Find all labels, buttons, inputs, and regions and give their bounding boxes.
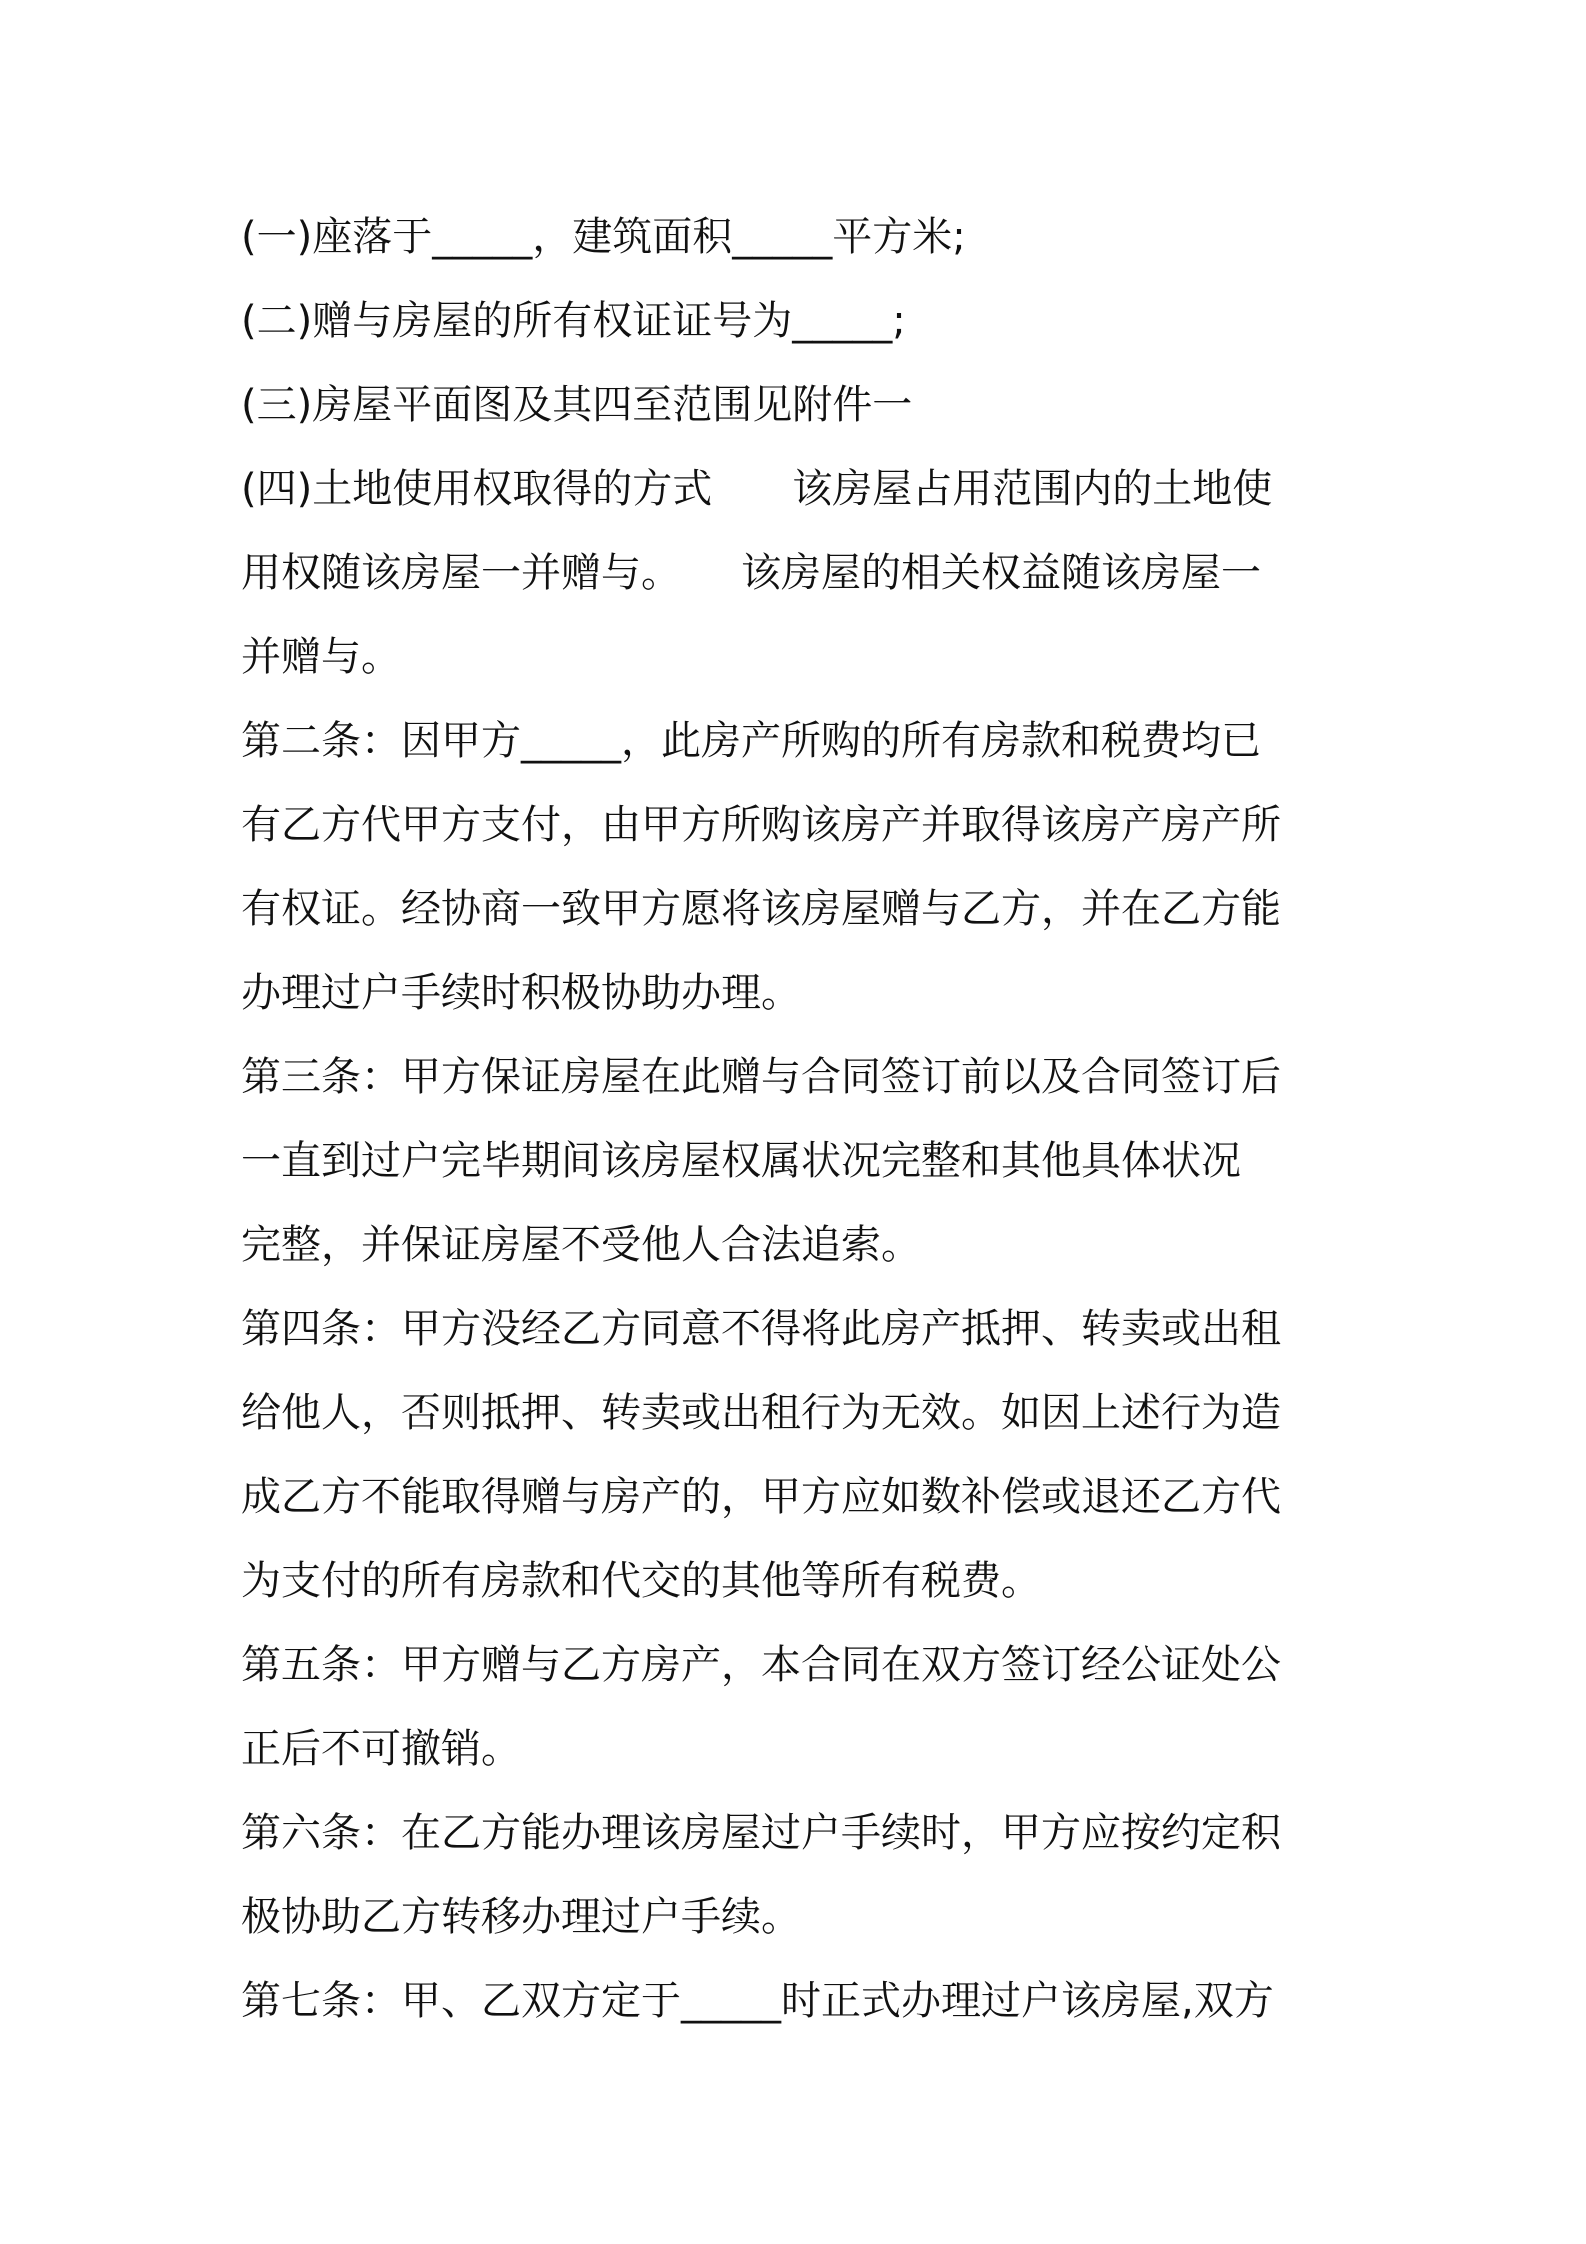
text-line: 完整，并保证房屋不受他人合法追索。 — [241, 1222, 921, 1268]
text-line: 第二条：因甲方_____，此房产所购的所有房款和税费均已 — [241, 718, 1261, 764]
text-line: 第三条：甲方保证房屋在此赠与合同签订前以及合同签订后 — [241, 1054, 1281, 1100]
text-line: 第七条：甲、乙双方定于_____时正式办理过户该房屋,双方 — [241, 1978, 1274, 2024]
text-line: 第四条：甲方没经乙方同意不得将此房产抵押、转卖或出租 — [241, 1306, 1281, 1352]
text-line: (三)房屋平面图及其四至范围见附件一 — [241, 382, 913, 428]
text-line: 第五条：甲方赠与乙方房产，本合同在双方签订经公证处公 — [241, 1642, 1281, 1688]
text-line: 极协助乙方转移办理过户手续。 — [241, 1894, 801, 1940]
text-line: 为支付的所有房款和代交的其他等所有税费。 — [241, 1558, 1041, 1604]
text-line: 成乙方不能取得赠与房产的，甲方应如数补偿或退还乙方代 — [241, 1474, 1281, 1520]
text-line: 一直到过户完毕期间该房屋权属状况完整和其他具体状况 — [241, 1138, 1241, 1184]
text-line: 第六条：在乙方能办理该房屋过户手续时，甲方应按约定积 — [241, 1810, 1281, 1856]
text-line: 正后不可撤销。 — [241, 1726, 521, 1772]
text-line: 有权证。经协商一致甲方愿将该房屋赠与乙方，并在乙方能 — [241, 886, 1281, 932]
text-line: 有乙方代甲方支付，由甲方所购该房产并取得该房产房产所 — [241, 802, 1281, 848]
text-line: 用权随该房屋一并赠与。 该房屋的相关权益随该房屋一 — [241, 550, 1261, 596]
text-line: (四)土地使用权取得的方式 该房屋占用范围内的土地使 — [241, 466, 1273, 512]
text-line: (一)座落于_____，建筑面积_____平方米; — [241, 214, 966, 260]
contract-text — [241, 195, 1361, 2043]
text-line: 并赠与。 — [241, 634, 401, 680]
text-line: (二)赠与房屋的所有权证证号为_____; — [241, 298, 906, 344]
text-line: 办理过户手续时积极协助办理。 — [241, 970, 801, 1016]
text-line: 给他人，否则抵押、转卖或出租行为无效。如因上述行为造 — [241, 1390, 1281, 1436]
